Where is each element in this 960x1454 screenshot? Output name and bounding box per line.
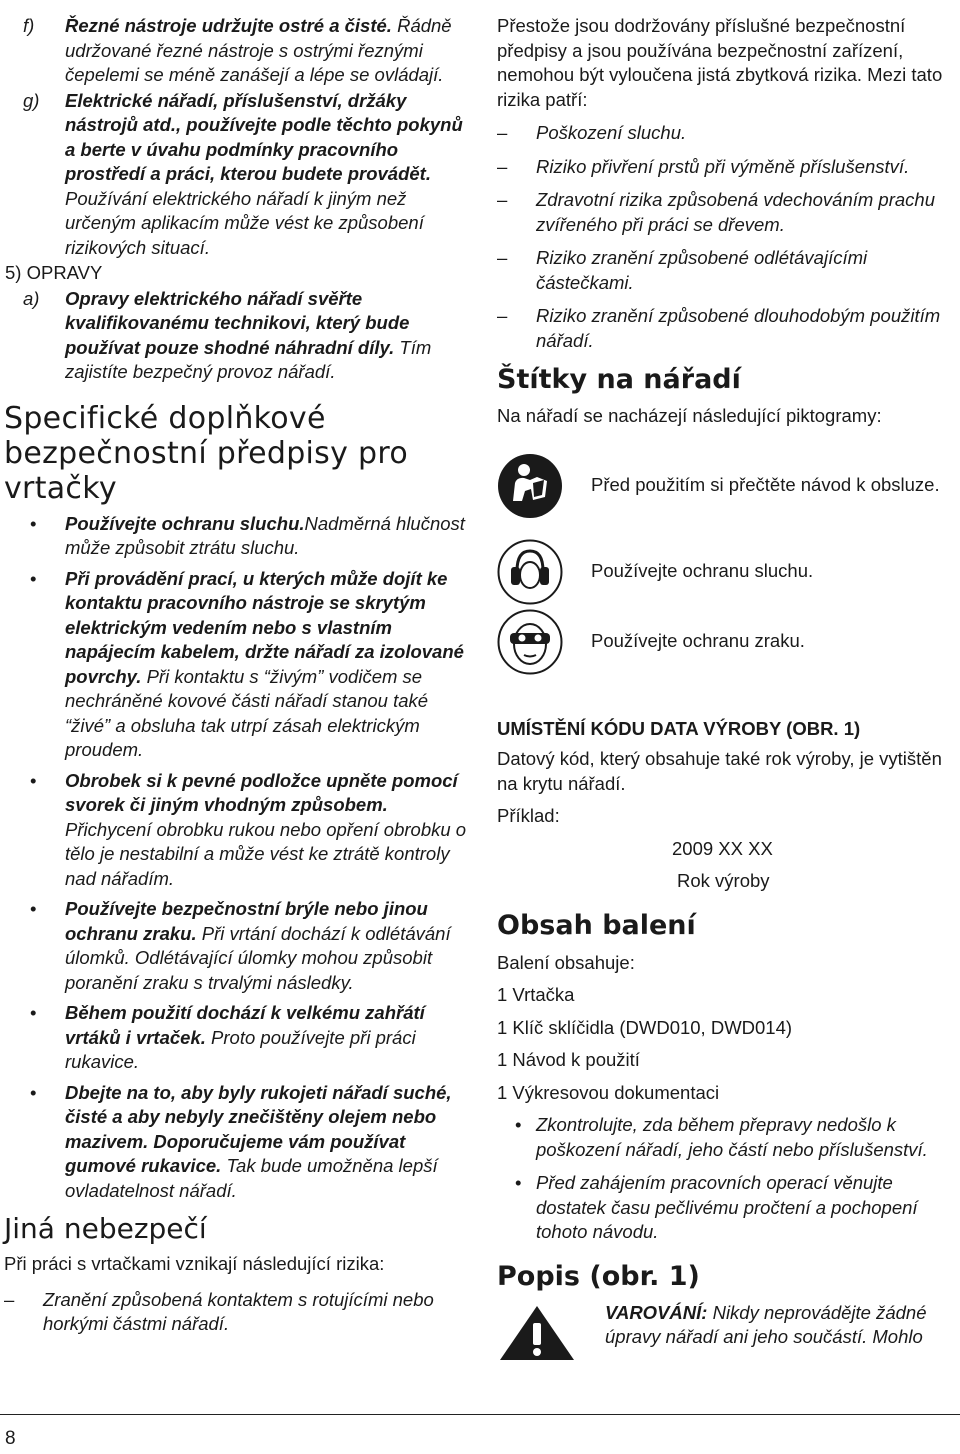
warning-text xyxy=(605,1301,957,1350)
bullet: • xyxy=(30,567,37,589)
right-column xyxy=(497,14,957,1363)
pictogram-text: Používejte ochranu sluchu. xyxy=(591,560,814,582)
residual-risks-intro: Přestože jsou dodržovány příslušné bezpečnostní předpisy a jsou používána bezpečnostní zařízení, nemohou být vyloučena jistá zbytková rizika. Mezi tato rizika patří: xyxy=(497,15,943,110)
eye-protection-icon xyxy=(497,609,563,675)
list-item xyxy=(497,121,957,146)
item-text: Riziko zranění způsobené odlétávajícími částečkami. xyxy=(536,247,868,293)
list-item xyxy=(4,769,474,892)
item-label: a) xyxy=(23,287,40,309)
item-text: Riziko přivření prstů při výměně příslušenství. xyxy=(536,155,910,177)
item-bold-text: Používejte ochranu sluchu. xyxy=(65,512,305,534)
item-bold-text: Elektrické nářadí, příslušenství, držáky nástrojů atd., používejte podle těchto pokynů a berte v úvahu podmínky pracovního prostředí a práci, kterou budete provádět. xyxy=(65,89,463,184)
pictogram-row xyxy=(497,539,957,605)
dash: – xyxy=(497,305,508,326)
warning-body: Nikdy neprovádějte žádné úpravy nářadí ani jeho součástí. Mohlo xyxy=(605,1301,927,1347)
dash: – xyxy=(497,122,508,143)
package-item: 1 Klíč sklíčidla (DWD010, DWD014) xyxy=(497,1016,793,1038)
page-number: 8 xyxy=(5,1428,16,1449)
bullet: • xyxy=(515,1172,522,1193)
item-f xyxy=(4,14,474,88)
item-text: Zkontrolujte, zda během přepravy nedošlo k poškození nářadí, jeho částí nebo příslušenství. xyxy=(536,1114,928,1160)
item-label: g) xyxy=(23,89,40,111)
warning-triangle-icon xyxy=(497,1303,577,1363)
dash: – xyxy=(497,189,508,210)
item-bold-text: Používejte bezpečnostní brýle nebo jinou ochranu zraku. xyxy=(65,898,428,944)
list-item xyxy=(497,1113,957,1162)
package-intro: Balení obsahuje: xyxy=(497,951,635,973)
bullet: • xyxy=(30,1081,37,1103)
list-item xyxy=(497,1171,957,1245)
list-item xyxy=(497,188,957,237)
bullet: • xyxy=(30,769,37,791)
read-manual-icon xyxy=(497,453,563,519)
example-caption: Rok výroby xyxy=(677,870,770,891)
item-text: Před zahájením pracovních operací věnujte dostatek času pečlivému pročtení a pochopení tohoto návodu. xyxy=(536,1172,918,1242)
item-bold-text: Během použití dochází k velkému zahřátí vrtáků i vrtaček. xyxy=(65,1002,425,1048)
item-bold-text: Při provádění prací, u kterých může dojít ke kontaktu pracovního nástroje se skrytým elektrickým vedením nebo s vlastním napájecím kabelem, držte nářadí za izolované povrchy. xyxy=(65,567,464,687)
item-text: Riziko zranění způsobené dlouhodobým použitím nářadí. xyxy=(536,305,941,351)
dash: – xyxy=(497,155,508,177)
heading-package-contents: Obsah balení xyxy=(497,909,696,941)
bullet: • xyxy=(30,1002,37,1023)
pictogram-text: Používejte ochranu zraku. xyxy=(591,630,805,652)
heading-description: Popis (obr. 1) xyxy=(497,1260,700,1292)
heading-tool-labels: Štítky na nářadí xyxy=(497,364,741,395)
warning-block xyxy=(497,1301,957,1363)
item-text: Při kontaktu s “živým” vodičem se nechráněné kovové části nářadí stanou také “živé” a obsluha tak utrpí zásah elektrickým proudem. xyxy=(65,665,429,760)
item-a xyxy=(4,287,474,385)
item-text: Nadměrná hlučnost může způsobit ztrátu sluchu. xyxy=(65,512,465,558)
list-item xyxy=(4,567,474,763)
list-item xyxy=(497,155,957,180)
item-text: Přichycení obrobku rukou nebo opření obrobku o tělo je nestabilní a může vést ke ztrátě kontroly nad nářadím. xyxy=(65,818,467,889)
bullet: • xyxy=(515,1114,522,1135)
other-hazards-intro: Při práci s vrtačkami vznikají následující rizika: xyxy=(4,1253,385,1274)
item-text: Používání elektrického nářadí k jiným než určeným aplikacím může vést ke způsobení rizikových situací. xyxy=(65,187,424,258)
section-heading-repairs: 5) OPRAVY xyxy=(5,262,103,283)
pictogram-row xyxy=(497,453,957,519)
ear-protection-icon xyxy=(497,539,563,605)
example-label: Příklad: xyxy=(497,805,560,826)
dash: – xyxy=(4,1288,15,1310)
list-item xyxy=(4,1081,474,1204)
bullet: • xyxy=(30,512,37,534)
example-code: 2009 XX XX xyxy=(672,837,773,859)
package-item: 1 Návod k použití xyxy=(497,1049,640,1070)
footer-rule xyxy=(0,1414,960,1415)
residual-risks-list xyxy=(497,121,957,353)
pictogram-text: Před použitím si přečtěte návod k obsluze. xyxy=(591,474,940,496)
list-item xyxy=(4,897,474,995)
list-item xyxy=(497,246,957,295)
date-code-text: Datový kód, který obsahuje také rok výroby, je vytištěn na krytu nářadí. xyxy=(497,748,942,794)
item-label: f) xyxy=(23,15,35,36)
pictogram-row xyxy=(497,609,957,675)
heading-other-hazards: Jiná nebezpečí xyxy=(4,1212,207,1245)
tool-labels-intro: Na nářadí se nacházejí následující piktogramy: xyxy=(497,405,882,426)
item-bold-text: Dbejte na to, aby byly rukojeti nářadí suché, čisté a aby nebyly znečištěny olejem nebo mazivem. Doporučujeme vám používat gumové rukavice. xyxy=(65,1081,452,1176)
item-text: Zranění způsobená kontaktem s rotujícími nebo horkými částmi nářadí. xyxy=(43,1288,434,1334)
item-bold-text: Opravy elektrického nářadí svěřte kvalifikovanému technikovi, který bude používat pouze shodné náhradní díly. xyxy=(65,287,410,358)
warning-label: VAROVÁNÍ: xyxy=(605,1301,708,1323)
item-text: Tím zajistíte bezpečný provoz nářadí. xyxy=(65,336,432,382)
item-text: Tak bude umožněna lepší ovladatelnost nářadí. xyxy=(65,1155,438,1201)
item-bold-text: Obrobek si k pevné podložce upněte pomocí svorek či jiným vhodným způsobem. xyxy=(65,769,458,815)
heading-specific-rules: Specifické doplňkové bezpečnostní předpisy pro vrtačky xyxy=(4,400,408,506)
item-text: Poškození sluchu. xyxy=(536,122,687,143)
specific-rules-list xyxy=(4,512,474,1204)
dash: – xyxy=(497,247,508,268)
list-item xyxy=(4,1288,474,1337)
left-column xyxy=(4,14,474,1346)
list-item xyxy=(497,304,957,353)
item-text: Řádně udržované řezné nástroje s ostrými řeznými čepelemi se méně zanášejí a lépe se ovládají. xyxy=(65,15,452,85)
package-item: 1 Vrtačka xyxy=(497,984,575,1005)
item-text: Proto používejte při práci rukavice. xyxy=(65,1026,416,1072)
item-bold-text: Řezné nástroje udržujte ostré a čisté. xyxy=(65,15,392,36)
date-code-heading: UMÍSTĚNÍ KÓDU DATA VÝROBY (OBR. 1) xyxy=(497,717,861,739)
item-text: Při vrtání dochází k odlétávání úlomků. Odlétávající úlomky mohou způsobit poranění zraku s trvalými následky. xyxy=(65,922,451,993)
list-item xyxy=(4,1001,474,1075)
item-g xyxy=(4,89,474,261)
other-hazards-list xyxy=(4,1288,474,1337)
item-text: Zdravotní rizika způsobená vdechováním prachu zvířeného při práci se dřevem. xyxy=(536,189,935,235)
bullet: • xyxy=(30,898,37,919)
list-item xyxy=(4,512,474,561)
package-notes xyxy=(497,1113,957,1245)
package-item: 1 Výkresovou dokumentaci xyxy=(497,1081,720,1103)
